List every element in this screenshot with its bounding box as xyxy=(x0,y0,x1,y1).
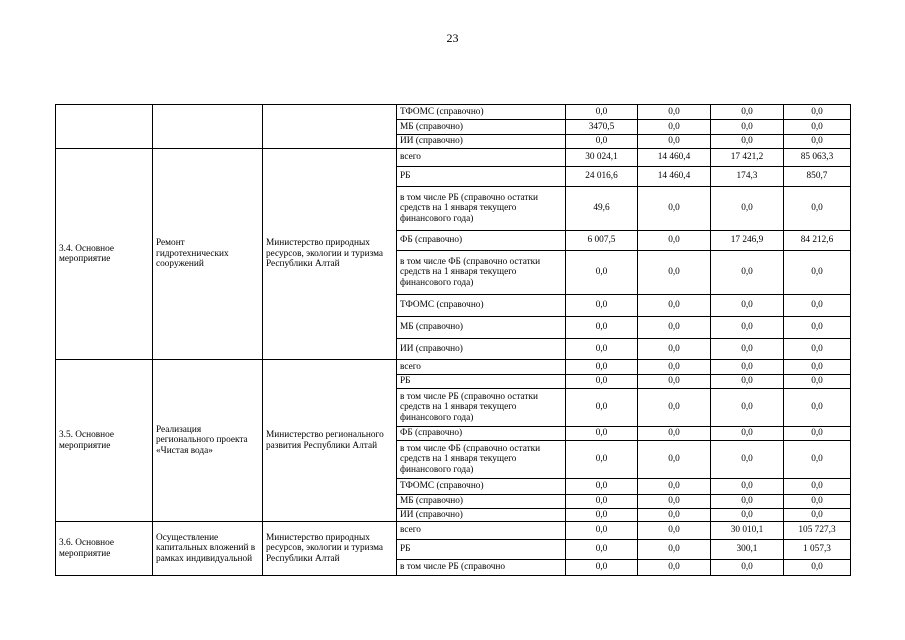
amount-cell: 0,0 xyxy=(566,375,638,389)
amount-cell: 30 010,1 xyxy=(711,522,784,540)
amount-cell: 0,0 xyxy=(784,120,851,135)
amount-cell: 0,0 xyxy=(784,251,851,295)
amount-cell: 0,0 xyxy=(638,135,711,149)
amount-cell: 0,0 xyxy=(784,441,851,479)
amount-cell: 1 057,3 xyxy=(784,540,851,560)
executor-cell: Министерство природных ресурсов, экологии и туризма Республики Алтай xyxy=(263,149,397,360)
funding-source-cell: в том числе РБ (справочно остатки средств на 1 января текущего финансового года) xyxy=(397,389,566,427)
funding-source-cell: МБ (справочно) xyxy=(397,120,566,135)
measure-number-cell xyxy=(56,105,153,149)
table-row xyxy=(56,522,851,540)
amount-cell: 0,0 xyxy=(638,479,711,495)
amount-cell: 0,0 xyxy=(711,295,784,317)
funding-source-cell: МБ (справочно) xyxy=(397,317,566,339)
amount-cell: 0,0 xyxy=(711,479,784,495)
amount-cell: 0,0 xyxy=(566,251,638,295)
funding-source-cell: ФБ (справочно) xyxy=(397,231,566,251)
amount-cell: 0,0 xyxy=(711,317,784,339)
amount-cell: 0,0 xyxy=(638,441,711,479)
amount-cell: 0,0 xyxy=(711,375,784,389)
funding-source-cell: в том числе РБ (справочно xyxy=(397,560,566,576)
amount-cell: 0,0 xyxy=(711,441,784,479)
table-row xyxy=(56,149,851,167)
amount-cell: 0,0 xyxy=(638,540,711,560)
funding-source-cell: ТФОМС (справочно) xyxy=(397,295,566,317)
amount-cell: 0,0 xyxy=(638,389,711,427)
amount-cell: 0,0 xyxy=(638,560,711,576)
executor-cell: Министерство регионального развития Республики Алтай xyxy=(263,360,397,522)
amount-cell: 0,0 xyxy=(784,375,851,389)
amount-cell: 14 460,4 xyxy=(638,167,711,187)
funding-source-cell: РБ xyxy=(397,167,566,187)
amount-cell: 6 007,5 xyxy=(566,231,638,251)
funding-source-cell: ТФОМС (справочно) xyxy=(397,479,566,495)
amount-cell: 0,0 xyxy=(784,317,851,339)
funding-source-cell: ИИ (справочно) xyxy=(397,509,566,522)
funding-source-cell: МБ (справочно) xyxy=(397,495,566,509)
amount-cell: 0,0 xyxy=(784,509,851,522)
amount-cell: 0,0 xyxy=(711,509,784,522)
amount-cell: 105 727,3 xyxy=(784,522,851,540)
measure-number-cell: 3.6. Основное мероприятие xyxy=(56,522,153,576)
funding-source-cell: ФБ (справочно) xyxy=(397,427,566,441)
amount-cell: 174,3 xyxy=(711,167,784,187)
funding-source-cell: ИИ (справочно) xyxy=(397,135,566,149)
amount-cell: 300,1 xyxy=(711,540,784,560)
amount-cell: 0,0 xyxy=(638,360,711,375)
amount-cell: 0,0 xyxy=(638,295,711,317)
amount-cell: 0,0 xyxy=(638,375,711,389)
amount-cell: 0,0 xyxy=(566,389,638,427)
amount-cell: 0,0 xyxy=(784,389,851,427)
measure-name-cell: Осуществление капитальных вложений в рамках индивидуальной xyxy=(153,522,263,576)
amount-cell: 0,0 xyxy=(711,251,784,295)
amount-cell: 0,0 xyxy=(784,560,851,576)
amount-cell: 24 016,6 xyxy=(566,167,638,187)
amount-cell: 0,0 xyxy=(638,317,711,339)
amount-cell: 0,0 xyxy=(784,360,851,375)
amount-cell: 14 460,4 xyxy=(638,149,711,167)
amount-cell: 0,0 xyxy=(711,105,784,120)
measure-name-cell: Ремонт гидротехнических сооружений xyxy=(153,149,263,360)
amount-cell: 0,0 xyxy=(784,295,851,317)
amount-cell: 0,0 xyxy=(566,495,638,509)
amount-cell: 0,0 xyxy=(566,105,638,120)
amount-cell: 0,0 xyxy=(566,360,638,375)
amount-cell: 0,0 xyxy=(566,427,638,441)
amount-cell: 85 063,3 xyxy=(784,149,851,167)
amount-cell: 3470,5 xyxy=(566,120,638,135)
amount-cell: 0,0 xyxy=(711,495,784,509)
amount-cell: 17 421,2 xyxy=(711,149,784,167)
executor-cell xyxy=(263,105,397,149)
table-row xyxy=(56,105,851,120)
amount-cell: 850,7 xyxy=(784,167,851,187)
amount-cell: 0,0 xyxy=(566,479,638,495)
amount-cell: 0,0 xyxy=(784,495,851,509)
amount-cell: 0,0 xyxy=(638,120,711,135)
amount-cell: 0,0 xyxy=(638,509,711,522)
amount-cell: 0,0 xyxy=(711,427,784,441)
measure-number-cell: 3.5. Основное мероприятие xyxy=(56,360,153,522)
funding-source-cell: ТФОМС (справочно) xyxy=(397,105,566,120)
measure-name-cell xyxy=(153,105,263,149)
amount-cell: 0,0 xyxy=(711,560,784,576)
amount-cell: 84 212,6 xyxy=(784,231,851,251)
funding-source-cell: РБ xyxy=(397,540,566,560)
amount-cell: 17 246,9 xyxy=(711,231,784,251)
executor-cell: Министерство природных ресурсов, экологии и туризма Республики Алтай xyxy=(263,522,397,576)
amount-cell: 0,0 xyxy=(566,135,638,149)
amount-cell: 0,0 xyxy=(711,389,784,427)
amount-cell: 0,0 xyxy=(784,187,851,231)
amount-cell: 0,0 xyxy=(711,339,784,360)
amount-cell: 0,0 xyxy=(638,427,711,441)
funding-source-cell: ИИ (справочно) xyxy=(397,339,566,360)
amount-cell: 0,0 xyxy=(784,427,851,441)
amount-cell: 0,0 xyxy=(784,105,851,120)
funding-source-cell: всего xyxy=(397,149,566,167)
page-number: 23 xyxy=(446,31,459,45)
amount-cell: 0,0 xyxy=(638,105,711,120)
measure-name-cell: Реализация регионального проекта «Чистая вода» xyxy=(153,360,263,522)
budget-table-body xyxy=(56,105,851,576)
amount-cell: 0,0 xyxy=(566,540,638,560)
amount-cell: 0,0 xyxy=(784,479,851,495)
amount-cell: 0,0 xyxy=(638,339,711,360)
amount-cell: 0,0 xyxy=(566,560,638,576)
amount-cell: 0,0 xyxy=(566,509,638,522)
budget-table xyxy=(55,104,851,576)
amount-cell: 0,0 xyxy=(711,120,784,135)
amount-cell: 0,0 xyxy=(638,231,711,251)
table-row xyxy=(56,360,851,375)
amount-cell: 0,0 xyxy=(566,441,638,479)
amount-cell: 0,0 xyxy=(566,522,638,540)
amount-cell: 0,0 xyxy=(711,187,784,231)
funding-source-cell: в том числе ФБ (справочно остатки средств на 1 января текущего финансового года) xyxy=(397,251,566,295)
amount-cell: 30 024,1 xyxy=(566,149,638,167)
amount-cell: 0,0 xyxy=(784,135,851,149)
amount-cell: 0,0 xyxy=(638,495,711,509)
amount-cell: 0,0 xyxy=(711,360,784,375)
amount-cell: 0,0 xyxy=(784,339,851,360)
funding-source-cell: всего xyxy=(397,360,566,375)
funding-source-cell: всего xyxy=(397,522,566,540)
funding-source-cell: РБ xyxy=(397,375,566,389)
amount-cell: 0,0 xyxy=(638,251,711,295)
funding-source-cell: в том числе ФБ (справочно остатки средств на 1 января текущего финансового года) xyxy=(397,441,566,479)
amount-cell: 0,0 xyxy=(638,522,711,540)
amount-cell: 0,0 xyxy=(638,187,711,231)
measure-number-cell: 3.4. Основное мероприятие xyxy=(56,149,153,360)
amount-cell: 49,6 xyxy=(566,187,638,231)
amount-cell: 0,0 xyxy=(566,295,638,317)
amount-cell: 0,0 xyxy=(711,135,784,149)
amount-cell: 0,0 xyxy=(566,339,638,360)
funding-source-cell: в том числе РБ (справочно остатки средств на 1 января текущего финансового года) xyxy=(397,187,566,231)
amount-cell: 0,0 xyxy=(566,317,638,339)
